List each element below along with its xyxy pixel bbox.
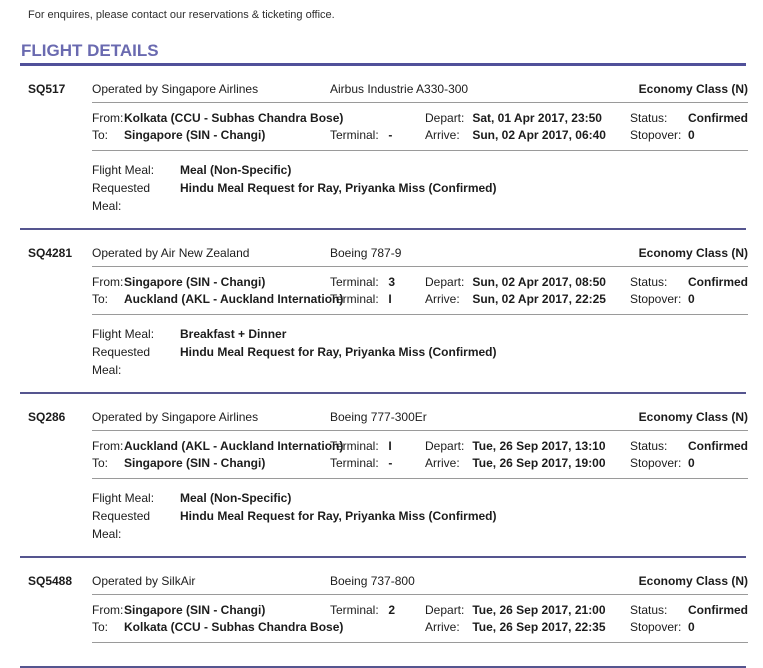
route-row-to — [92, 127, 748, 144]
stopover-label: Stopover: — [630, 620, 682, 634]
operated-by: Operated by Singapore Airlines — [92, 410, 259, 424]
stopover-cell — [630, 619, 748, 636]
status-label: Status: — [630, 603, 668, 617]
flight-segment-main — [92, 230, 748, 379]
stopover-cell — [630, 127, 748, 144]
route-row-to — [92, 291, 748, 308]
flight-list — [0, 66, 763, 668]
to-airport: Kolkata (CCU - Subhas Chandra Bose) — [124, 620, 344, 634]
depart-datetime: Sun, 02 Apr 2017, 08:50 — [472, 275, 606, 289]
from-label: From: — [92, 439, 124, 453]
flight-segment-main — [92, 394, 748, 543]
terminal-label: Terminal: — [330, 603, 379, 617]
depart-label: Depart: — [425, 439, 465, 453]
requested-meal-value: Hindu Meal Request for Ray, Priyanka Miss (Confirmed) — [180, 181, 497, 195]
status-cell — [630, 274, 748, 291]
to-terminal-cell — [330, 455, 425, 472]
route-row-to — [92, 619, 748, 636]
flight-segment — [0, 66, 763, 230]
flight-segment — [0, 394, 763, 558]
requested-meal-row — [92, 179, 748, 215]
terminal-label: Terminal: — [330, 439, 379, 453]
route-rule — [92, 478, 748, 479]
header-rule — [92, 266, 748, 267]
status-value: Confirmed — [688, 439, 748, 453]
arrive-datetime: Tue, 26 Sep 2017, 19:00 — [472, 456, 606, 470]
terminal-label: Terminal: — [330, 275, 379, 289]
arrive-cell — [425, 455, 630, 472]
route-rule — [92, 642, 748, 643]
from-terminal-cell — [330, 438, 425, 455]
stopover-label: Stopover: — [630, 456, 682, 470]
route-row-from — [92, 602, 748, 619]
arrive-label: Arrive: — [425, 456, 460, 470]
aircraft-type: Boeing 737-800 — [330, 574, 415, 588]
requested-meal-value: Hindu Meal Request for Ray, Priyanka Miss (Confirmed) — [180, 509, 497, 523]
to-airport: Singapore (SIN - Changi) — [124, 456, 266, 470]
arrive-label: Arrive: — [425, 292, 460, 306]
flight-meal-label: Flight Meal: — [92, 327, 155, 341]
flight-number: SQ4281 — [28, 246, 73, 260]
from-airport: Singapore (SIN - Changi) — [124, 275, 266, 289]
from-airport: Auckland (AKL - Auckland Internation) — [124, 439, 344, 453]
meal-section — [92, 489, 748, 543]
aircraft-type: Airbus Industrie A330-300 — [330, 82, 469, 96]
flight-segment-main — [92, 558, 748, 653]
stopover-label: Stopover: — [630, 292, 682, 306]
flight-header-row — [92, 410, 748, 424]
requested-meal-label: Requested Meal: — [92, 509, 151, 541]
requested-meal-row — [92, 343, 748, 379]
route-rule — [92, 150, 748, 151]
aircraft-type: Boeing 777-300Er — [330, 410, 427, 424]
route-row-from — [92, 274, 748, 291]
contact-notice: For enquires, please contact our reservations & ticketing office. — [28, 9, 335, 21]
flight-segment-main — [92, 66, 748, 215]
flight-segment-body — [28, 230, 748, 379]
route-table — [92, 274, 748, 308]
arrive-cell — [425, 619, 630, 636]
flight-header-row — [92, 82, 748, 96]
flight-segment-body — [28, 558, 748, 653]
status-label: Status: — [630, 439, 668, 453]
header-rule — [92, 594, 748, 595]
cabin-class: Economy Class (N) — [638, 574, 748, 588]
cabin-class: Economy Class (N) — [638, 246, 748, 260]
depart-datetime: Sat, 01 Apr 2017, 23:50 — [472, 111, 602, 125]
stopover-value: 0 — [688, 292, 695, 306]
requested-meal-label: Requested Meal: — [92, 345, 151, 377]
depart-datetime: Tue, 26 Sep 2017, 21:00 — [472, 603, 606, 617]
status-cell — [630, 602, 748, 619]
flight-number: SQ517 — [28, 82, 66, 96]
depart-datetime: Tue, 26 Sep 2017, 13:10 — [472, 439, 606, 453]
depart-cell — [425, 438, 630, 455]
flight-meal-label: Flight Meal: — [92, 491, 155, 505]
route-table — [92, 602, 748, 636]
from-label: From: — [92, 275, 124, 289]
from-label: From: — [92, 603, 124, 617]
status-value: Confirmed — [688, 275, 748, 289]
terminal-value: - — [388, 456, 393, 470]
stopover-value: 0 — [688, 456, 695, 470]
from-label: From: — [92, 111, 124, 125]
from-airport: Kolkata (CCU - Subhas Chandra Bose) — [124, 111, 344, 125]
cabin-class: Economy Class (N) — [638, 82, 748, 96]
route-row-from — [92, 110, 748, 127]
to-label: To: — [92, 128, 109, 142]
from-terminal-cell — [330, 274, 425, 291]
terminal-value: I — [388, 292, 392, 306]
to-airport: Singapore (SIN - Changi) — [124, 128, 266, 142]
status-cell — [630, 110, 748, 127]
depart-cell — [425, 602, 630, 619]
route-row-to — [92, 455, 748, 472]
stopover-value: 0 — [688, 620, 695, 634]
terminal-label: Terminal: — [330, 292, 379, 306]
status-value: Confirmed — [688, 603, 748, 617]
terminal-label: Terminal: — [330, 128, 379, 142]
to-airport: Auckland (AKL - Auckland Internation) — [124, 292, 344, 306]
flight-meal-row — [92, 325, 748, 343]
status-cell — [630, 438, 748, 455]
header-rule — [92, 430, 748, 431]
terminal-value: - — [388, 128, 393, 142]
to-terminal-cell — [330, 127, 425, 144]
terminal-value: I — [388, 439, 392, 453]
page-title: FLIGHT DETAILS — [21, 41, 159, 60]
to-label: To: — [92, 456, 109, 470]
status-label: Status: — [630, 111, 668, 125]
flight-meal-value: Breakfast + Dinner — [180, 327, 287, 341]
flight-header-row — [92, 574, 748, 588]
operated-by: Operated by Singapore Airlines — [92, 82, 259, 96]
stopover-cell — [630, 291, 748, 308]
terminal-value: 3 — [388, 275, 396, 289]
flight-meal-row — [92, 489, 748, 507]
stopover-label: Stopover: — [630, 128, 682, 142]
from-airport: Singapore (SIN - Changi) — [124, 603, 266, 617]
route-table — [92, 438, 748, 472]
terminal-value: 2 — [388, 603, 396, 617]
depart-label: Depart: — [425, 603, 465, 617]
flight-segment-body — [28, 66, 748, 215]
to-label: To: — [92, 292, 109, 306]
arrive-cell — [425, 291, 630, 308]
requested-meal-value: Hindu Meal Request for Ray, Priyanka Miss (Confirmed) — [180, 345, 497, 359]
arrive-cell — [425, 127, 630, 144]
from-terminal-cell — [330, 602, 425, 619]
flight-segment — [0, 230, 763, 394]
terminal-label: Terminal: — [330, 456, 379, 470]
flight-meal-row — [92, 161, 748, 179]
meal-section — [92, 325, 748, 379]
operated-by: Operated by SilkAir — [92, 574, 196, 588]
operated-by: Operated by Air New Zealand — [92, 246, 250, 260]
stopover-value: 0 — [688, 128, 695, 142]
meal-section — [92, 161, 748, 215]
arrive-label: Arrive: — [425, 620, 460, 634]
flight-meal-value: Meal (Non-Specific) — [180, 491, 292, 505]
route-row-from — [92, 438, 748, 455]
route-rule — [92, 314, 748, 315]
flight-segment — [0, 558, 763, 668]
flight-header-row — [92, 246, 748, 260]
flight-segment-body — [28, 394, 748, 543]
flight-number: SQ5488 — [28, 574, 73, 588]
status-label: Status: — [630, 275, 668, 289]
flight-meal-label: Flight Meal: — [92, 163, 155, 177]
requested-meal-row — [92, 507, 748, 543]
depart-cell — [425, 274, 630, 291]
flight-meal-value: Meal (Non-Specific) — [180, 163, 292, 177]
requested-meal-label: Requested Meal: — [92, 181, 151, 213]
header-rule — [92, 102, 748, 103]
arrive-datetime: Sun, 02 Apr 2017, 06:40 — [472, 128, 606, 142]
aircraft-type: Boeing 787-9 — [330, 246, 402, 260]
to-terminal-cell — [330, 291, 425, 308]
arrive-datetime: Tue, 26 Sep 2017, 22:35 — [472, 620, 606, 634]
arrive-datetime: Sun, 02 Apr 2017, 22:25 — [472, 292, 606, 306]
flight-number: SQ286 — [28, 410, 66, 424]
depart-cell — [425, 110, 630, 127]
depart-label: Depart: — [425, 275, 465, 289]
arrive-label: Arrive: — [425, 128, 460, 142]
depart-label: Depart: — [425, 111, 465, 125]
stopover-cell — [630, 455, 748, 472]
to-label: To: — [92, 620, 109, 634]
route-table — [92, 110, 748, 144]
cabin-class: Economy Class (N) — [638, 410, 748, 424]
status-value: Confirmed — [688, 111, 748, 125]
